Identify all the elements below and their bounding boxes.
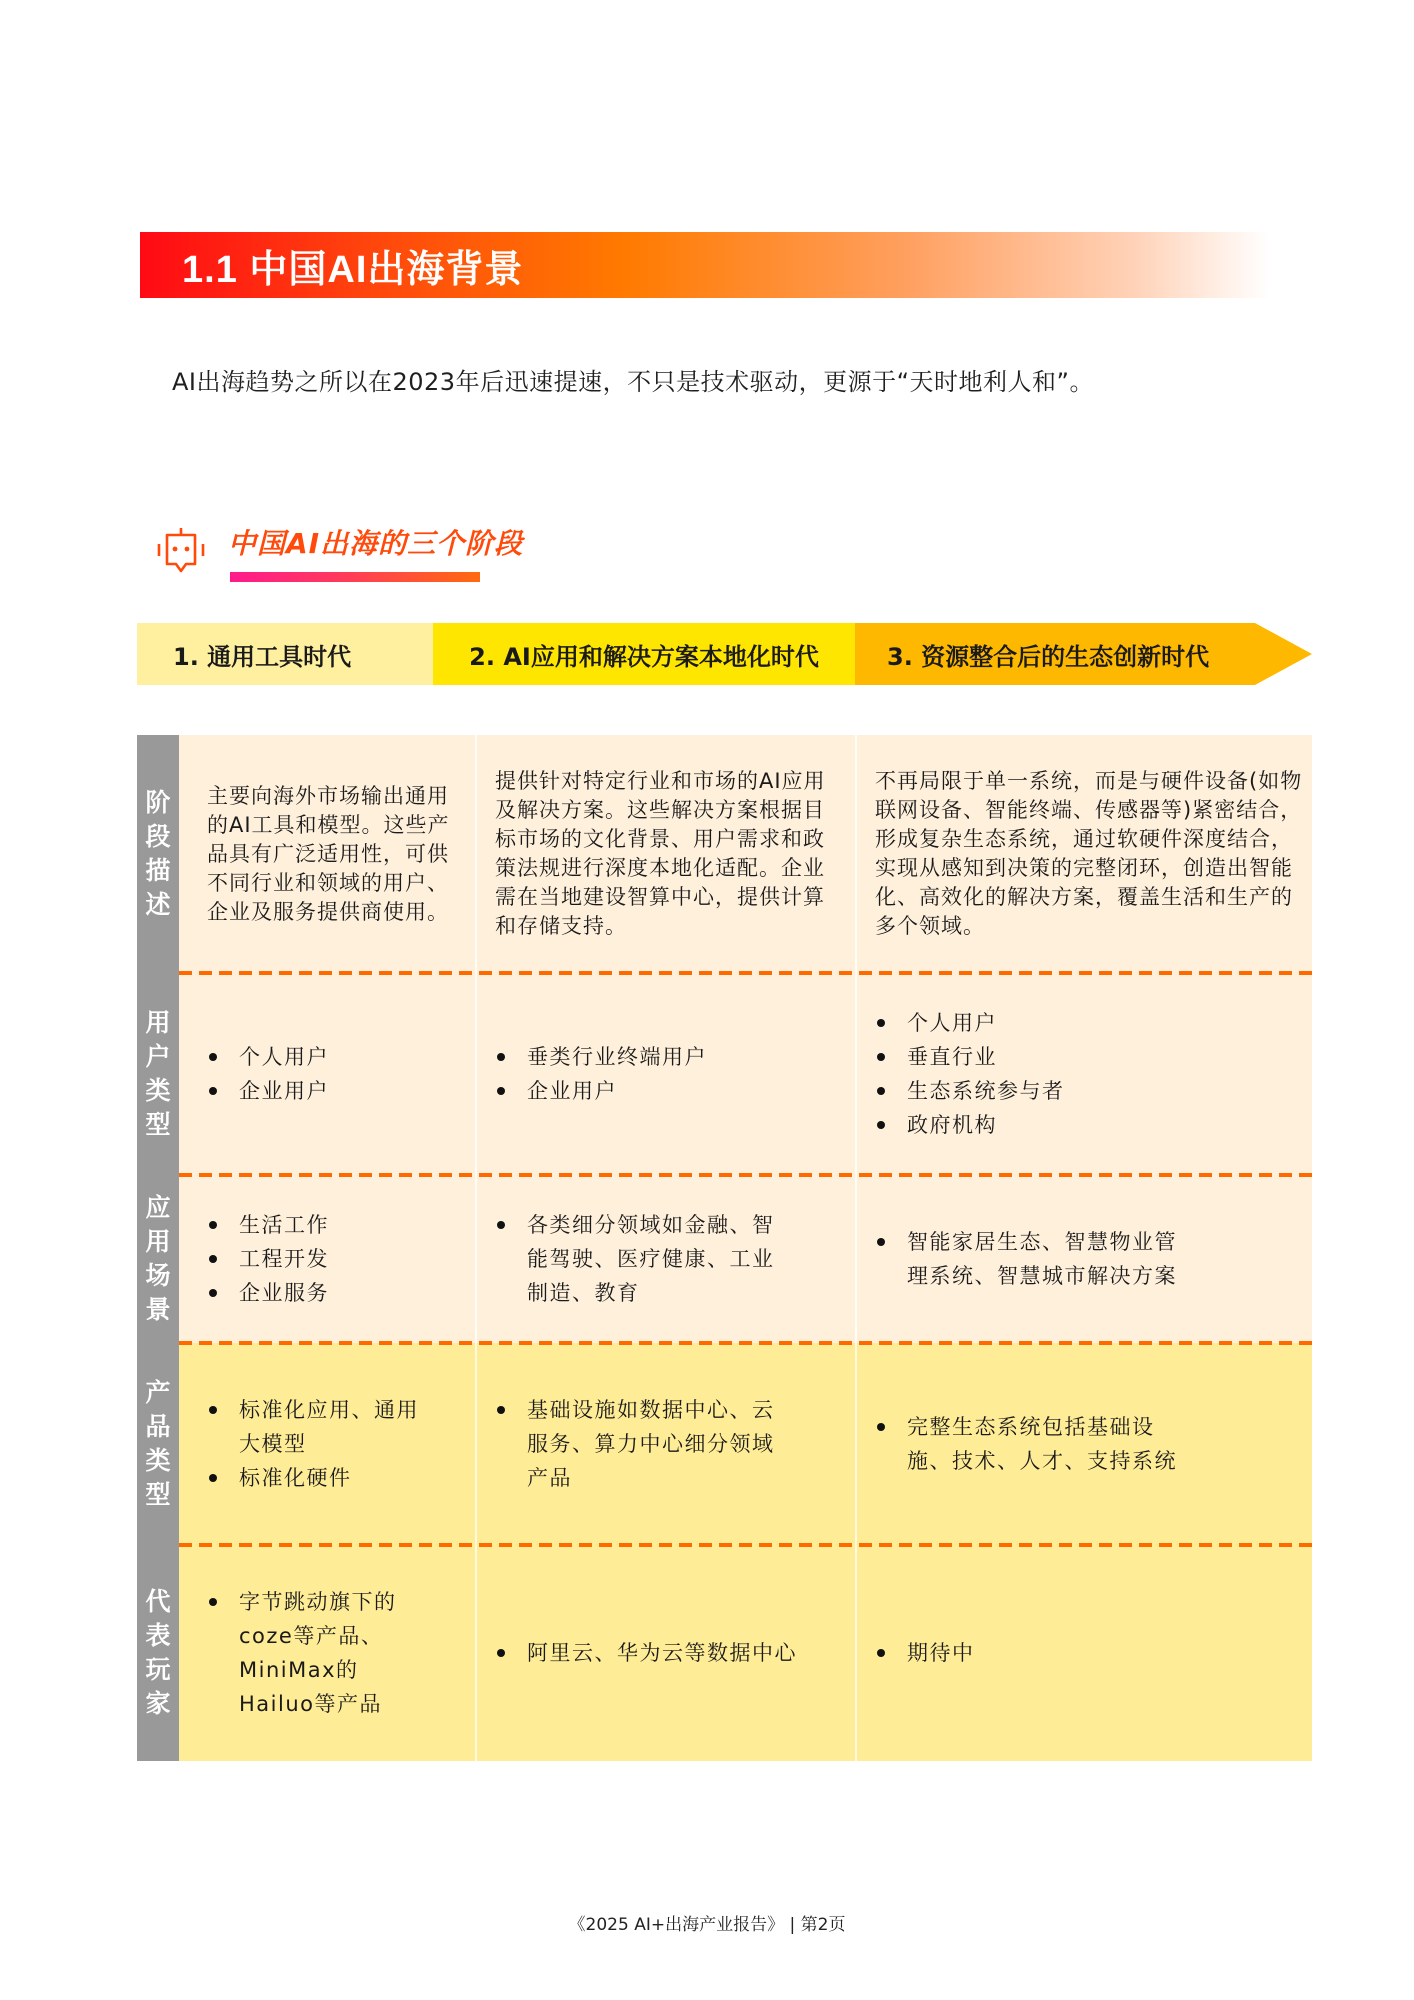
phase-arrow <box>137 623 1312 685</box>
list-item: 企业用户 <box>207 1074 329 1108</box>
list-item: 企业服务 <box>207 1276 329 1310</box>
table-cell <box>207 735 457 973</box>
section-banner <box>140 232 1270 298</box>
dashed-divider <box>179 1173 1312 1177</box>
table-cell <box>495 973 835 1175</box>
row-label: 用 户 类 型 <box>145 1008 171 1139</box>
list-item: 阿里云、华为云等数据中心 <box>495 1636 797 1670</box>
subheading-underline <box>230 572 480 582</box>
column-divider <box>855 735 857 973</box>
column-divider <box>475 1175 477 1343</box>
list-item: 垂类行业终端用户 <box>495 1040 707 1074</box>
column-divider <box>855 1545 857 1761</box>
table-row-players <box>145 1545 1312 1761</box>
intro-paragraph: AI出海趋势之所以在2023年后迅速提速，不只是技术驱动，更源于“天时地利人和”。 <box>172 368 1094 396</box>
table-cell <box>875 735 1305 973</box>
table-cell <box>207 1343 437 1545</box>
list-item: 政府机构 <box>875 1108 1065 1142</box>
table-cell <box>875 1343 1195 1545</box>
table-cell <box>207 973 457 1175</box>
list-item: 生活工作 <box>207 1208 329 1242</box>
table-cell <box>207 1545 417 1761</box>
row-label: 代 表 玩 家 <box>145 1587 171 1718</box>
table-cell <box>875 1175 1195 1343</box>
row-label: 产 品 类 型 <box>145 1378 171 1509</box>
list-item: 个人用户 <box>875 1006 1065 1040</box>
cell-text: 提供针对特定行业和市场的AI应用及解决方案。这些解决方案根据目标市场的文化背景、用户需求和政策法规进行深度本地化适配。企业需在当地建设智算中心，提供计算和存储支持。 <box>495 769 826 938</box>
list-item: 各类细分领域如金融、智能驾驶、医疗健康、工业制造、教育 <box>495 1208 795 1310</box>
table-row-user-type <box>145 973 1312 1175</box>
phase-3 <box>855 623 1312 685</box>
phase-1-label: 1. 通用工具时代 <box>173 642 352 671</box>
list-item: 生态系统参与者 <box>875 1074 1065 1108</box>
phase-comparison-table <box>137 735 1312 1761</box>
robot-chat-icon <box>156 526 206 578</box>
page-footer: 《2025 AI+出海产业报告》 | 第2页 <box>568 1915 846 1935</box>
column-divider <box>855 973 857 1175</box>
list-item: 标准化硬件 <box>207 1461 437 1495</box>
subheading <box>156 522 536 582</box>
table-cell <box>207 1175 457 1343</box>
table-cell <box>495 1343 795 1545</box>
table-cell <box>495 1175 795 1343</box>
list-item: 垂直行业 <box>875 1040 1065 1074</box>
table-cell <box>875 1545 1305 1761</box>
section-title: 1.1 中国AI出海背景 <box>182 248 524 291</box>
cell-text: 主要向海外市场输出通用的AI工具和模型。这些产品具有广泛适用性，可供不同行业和领域的用户、企业及服务提供商使用。 <box>207 783 450 924</box>
list-item: 期待中 <box>875 1636 975 1670</box>
list-item: 工程开发 <box>207 1242 329 1276</box>
dashed-divider <box>179 1543 1312 1547</box>
phase-3-label: 3. 资源整合后的生态创新时代 <box>887 642 1210 671</box>
cell-text: 不再局限于单一系统，而是与硬件设备(如物联网设备、智能终端、传感器等)紧密结合，形成复杂生态系统，通过软硬件深度结合，实现从感知到决策的完整闭环，创造出智能化、高效化的解决方案，覆盖生活和生产的多个领域。 <box>875 769 1303 938</box>
column-divider <box>475 1545 477 1761</box>
list-item: 字节跳动旗下的coze等产品、MiniMax的Hailuo等产品 <box>207 1585 417 1721</box>
column-divider <box>855 1343 857 1545</box>
list-item: 企业用户 <box>495 1074 707 1108</box>
phase-2-label: 2. AI应用和解决方案本地化时代 <box>469 642 819 671</box>
phase-1 <box>137 623 433 685</box>
table-cell <box>875 973 1305 1175</box>
list-item: 基础设施如数据中心、云服务、算力中心细分领域产品 <box>495 1393 795 1495</box>
subheading-title: 中国AI出海的三个阶段 <box>228 527 524 560</box>
table-row-product-type <box>145 1343 1312 1545</box>
phase-2 <box>433 623 855 685</box>
dashed-divider <box>179 971 1312 975</box>
column-divider <box>475 735 477 973</box>
column-divider <box>855 1175 857 1343</box>
dashed-divider <box>179 1341 1312 1345</box>
list-item: 完整生态系统包括基础设施、技术、人才、支持系统 <box>875 1410 1195 1478</box>
column-divider <box>475 973 477 1175</box>
row-label: 阶 段 描 述 <box>145 788 171 919</box>
list-item: 智能家居生态、智慧物业管理系统、智慧城市解决方案 <box>875 1225 1195 1293</box>
column-divider <box>475 1343 477 1545</box>
table-cell <box>495 1545 835 1761</box>
list-item: 个人用户 <box>207 1040 329 1074</box>
list-item: 标准化应用、通用大模型 <box>207 1393 437 1461</box>
table-cell <box>495 735 835 973</box>
table-row-description <box>145 735 1312 973</box>
table-row-scenarios <box>145 1175 1312 1343</box>
row-label: 应 用 场 景 <box>145 1193 171 1324</box>
